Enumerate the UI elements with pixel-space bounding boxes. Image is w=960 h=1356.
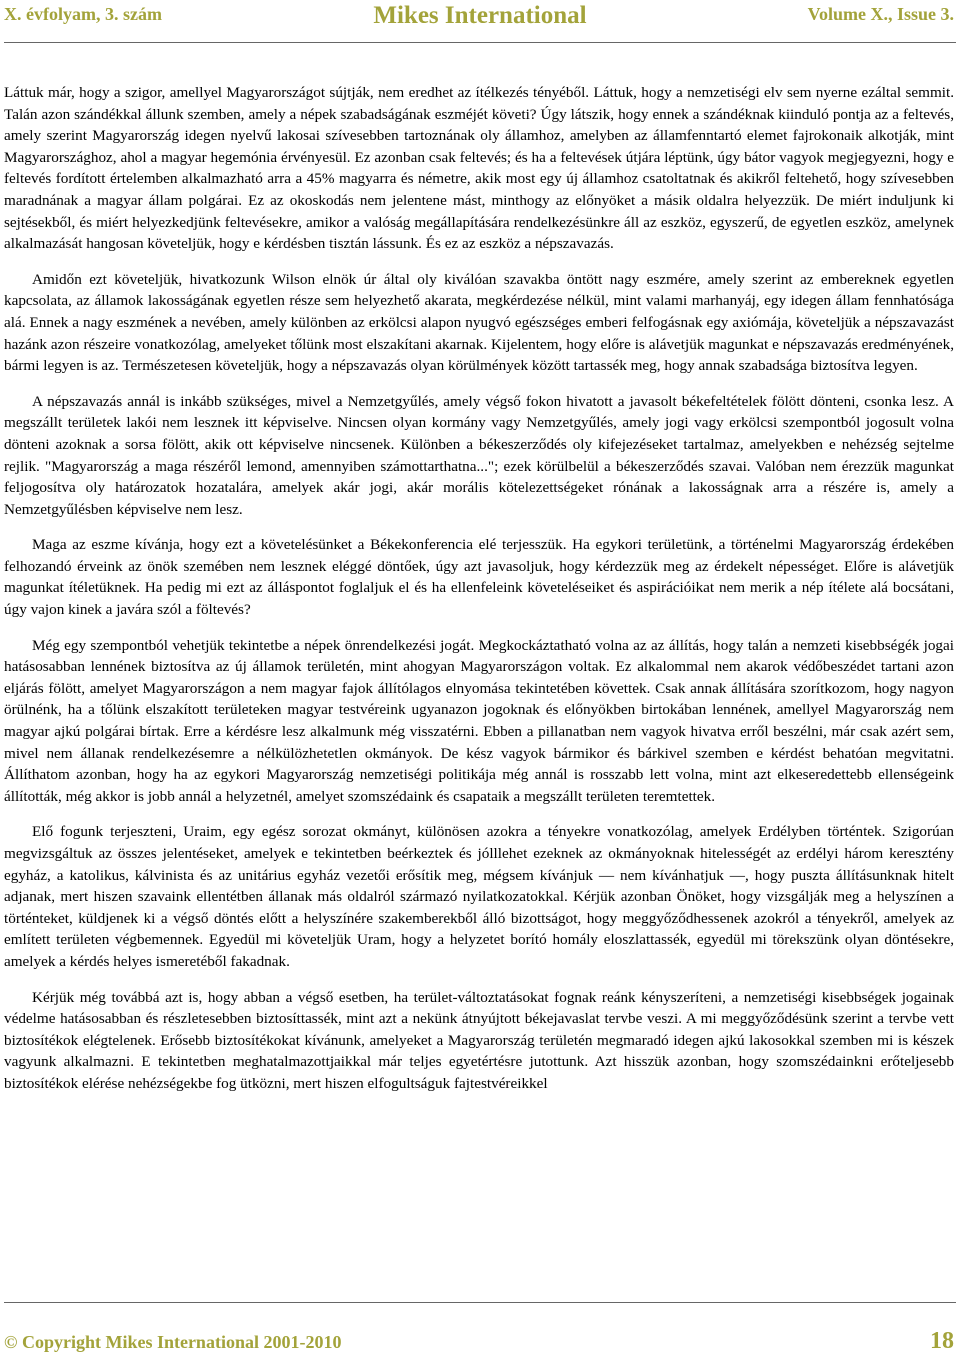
paragraph-4: Maga az eszme kívánja, hogy ezt a követelésünket a Békekonferencia elé terjesszük. Ha egykori területünk, a történelmi Magyarország érdekében felhozandó érveink az önök szemében nem lesznek eléggé döntőek, úgy azt javasoljuk, hogy kérdezzük meg az érdekelt népességet. Előre is alávetjük magunkat ítéletüknek. Ha pedig mi ezt az álláspontot foglaljuk el és ha ellenfeleink követeléseiket és aspirációikat nem merik a nép ítélete alá bocsátani, úgy vajon kinek a javára szól a föltevés? [4,536,954,619]
copyright-notice: © Copyright Mikes International 2001-2010 [4,1332,342,1352]
paragraph-2: Amidőn ezt követeljük, hivatkozunk Wilson elnök úr által oly kiválóan szavakba öntött nagy eszmére, amely szerint az embereknek egyetlen kapcsolata, az államok lakosságának egyetlen része sem helyezhető akarata, megkérdezése nélkül, mint valami marhanyáj, egy idegen állam fennhatósága alá. Ennek a nagy eszmének a nevében, amely különben az erkölcsi alapon nyugvó egészséges emberi felfogásnak egy axiómája, követeljük a népszavazást hazánk azon részeire vonatkozólag, amelyeket tőlünk most elszakítani akarnak. Kijelentem, hogy előre is alávetjük magunkat e népszavazás eredményének, bármi legyen is az. Természetesen követeljük, hogy a népszavazás olyan körülmények között tartassék meg, hogy annak szabadsága biztosítva legyen. [4,270,954,375]
footer-divider [4,1302,956,1303]
paragraph-5: Még egy szempontból vehetjük tekintetbe a népek önrendelkezési jogát. Megkockáztatható volna az az állítás, hogy talán a nemzeti kisebbségék jogai hatásosabban lennének biztosítva az új államok területén, mint ahogyan Magyarországon voltak. Ez alkalommal nem akarok védőbeszédet tartani azon eljárás fölött, amelyet Magyarországon a nem magyar fajok állítólagos elnyomása tekintetében követtek. Csak annak állítására szorítkozom, hogy nagyon örülnénk, ha a tőlünk elszakított területeken magyar testvéreink ugyanazon jogoknak és előnyökben birtokában lennének, amellyel Magyarország nem magyar ajkú polgárai bírtak. Erre a kérdésre lesz alkalmunk még visszatérni. Ebben a pillanatban nem vagyok hivatva erről beszélni, már csak azért sem, mivel nem állanak rendelkezésemre a nélkülözhetetlen okmányok. De kész vagyok bármikor és bárkivel szemben e kérdést behatóan megvitatni. Állíthatom azonban, hogy ha az egykori Magyarország nemzetiségi politikája még annál is rosszabb lett volna, mint azt elkeseredettebb ellenségeink állították, még akkor is jobb annál a helyzetnél, amelyet szomszédaink és csapataik a megszállt területen teremtettek. [4,636,954,805]
page-footer [4,1328,954,1356]
paragraph-7: Kérjük még továbbá azt is, hogy abban a végső esetben, ha terület-változtatásokat fognak reánk kényszeríteni, a nemzetiségi kisebbségek jogainak védelme hatásosabban és részletesebben biztosíttassék, mint azt a nekünk átnyújtott békejavaslat tervbe veszi. A mi meggyőződésünk szerint a tervbe vett biztosítékok elégtelenek. Erősebb biztosítékokat kívánunk, amelyeket a Magyarország területén megmaradó idegen ajkú lakosokkal szemben mi is készek vagyunk alkalmazni. E tekintetben meghatalmazottjaikkal már teljes egyetértésre jutottunk. Azt hisszük azonban, hogy szomszédainkni erőteljesebb biztosítékok elérése nehézségekbe fog ütközni, mert hiszen elfogultságuk fajtestvéreikkel [4,988,954,1092]
article-body [4,82,954,1109]
page-number: 18 [930,1328,954,1354]
publication-title: Mikes International [373,2,587,29]
header-divider [4,42,956,43]
issue-label-hungarian: X. évfolyam, 3. szám [4,4,162,24]
paragraph-6: Elő fogunk terjeszteni, Uraim, egy egész sorozat okmányt, különösen azokra a tényekre vonatkozólag, amelyek Erdélyben történtek. Szigorúan megvizsgáltuk az összes jelentéseket, amelyek e tekintetben beérkeztek és jólllehet ezeknek az okmányoknak hitelességét az erdélyi három keresztény egyház, a katolikus, kálvinista és az unitárius egyház vezetői erősítik meg, mégsem kívánjuk — nem kívánhatjuk —, hogy puszta állításunknak hitelt adjanak, mert hiszen szavaink ellentétben állanak más oldalról származó nyilatkozatokkal. Kérjük azonban Önöket, hogy vizsgálják meg a helyszínen a történteket, küldjenek ki a végső döntés előtt a helyszínére szakemberekből álló bizottságot, hogy meggyőződhessenek azokról a tényekről, amelyek az említett területen végbemennek. Egyedül mi követeljük Uram, hogy a helyzetet borító homály eloszlattassék, egyedül mi törekszünk olyan döntésekre, amelyek a kérdés helyes ismeretéből fakadnak. [4,823,954,970]
issue-label-english: Volume X., Issue 3. [807,4,954,24]
paragraph-1: Láttuk már, hogy a szigor, amellyel Magyarországot sújtják, nem eredhet az ítélkezés tényéből. Láttuk, hogy a nemzetiségi elv sem nyerne ezáltal semmit. Talán azon szándékkal állunk szemben, amely a népek szabadságának eszméjét követi? Úgy látszik, hogy ennek a szándéknak kiinduló pontja az a feltevés, amely szerint Magyarország idegen nyelvű lakosai szívesebben tartoznának oly államhoz, amelyben az államfenntartó elemet fajrokonaik alkotják, mint Magyarországhoz, ahol a magyar hegemónia érvényesül. Ez azonban csak feltevés; és ha a feltevések útjára léptünk, úgy bátor vagyok megjegyezni, hogy e feltevés fordított értelemben alkalmazható arra a 45% magyarra és németre, akik most egy új államhoz csatoltatnak és akikről feltehető, hogy szívesebben maradnának a magyar állam polgárai. Ez az okoskodás nem jelentene mást, minthogy az előnyöket a másik oldalra helyezzük. De miért induljunk ki sejtésekből, és miért helyezkedjünk feltevésekre, amikor a valóság megállapítására rendelkezésünkre áll az eszköz, egyszerű, de egyetlen eszköz, amelynek alkalmazását hangosan követeljük, hogy e kérdésben tisztán lássunk. És ez az eszköz a népszavazás. [4,84,954,253]
paragraph-3: A népszavazás annál is inkább szükséges, mivel a Nemzetgyűlés, amely végső fokon hivatott a javasolt békefeltételek fölött dönteni, csonka lesz. A megszállt területek lakói nem lesznek itt képviselve. Nincsen olyan kormány vagy Nemzetgyűlés, amely jogi vagy erkölcsi szempontból jogosult volna dönteni azoknak a sorsa fölött, akik ott képviselve nincsenek. Különben a békeszerződés oly kifejezéseket tartalmaz, amelyekben e nehézség sejtelme rejlik. "Magyarország a maga részéről lemond, amennyiben számottarthatna..."; ezek körülbelül a békeszerződés szavai. Valóban nem érezzük magunkat feljogosítva oly határozatok hozatalára, amelyek akár jogi, akár morális kötelezettségeket rónának a lakosságnak arra a részére is, amely a Nemzetgyűlésben képviselve nem lesz. [4,392,954,518]
page-header [0,0,960,36]
